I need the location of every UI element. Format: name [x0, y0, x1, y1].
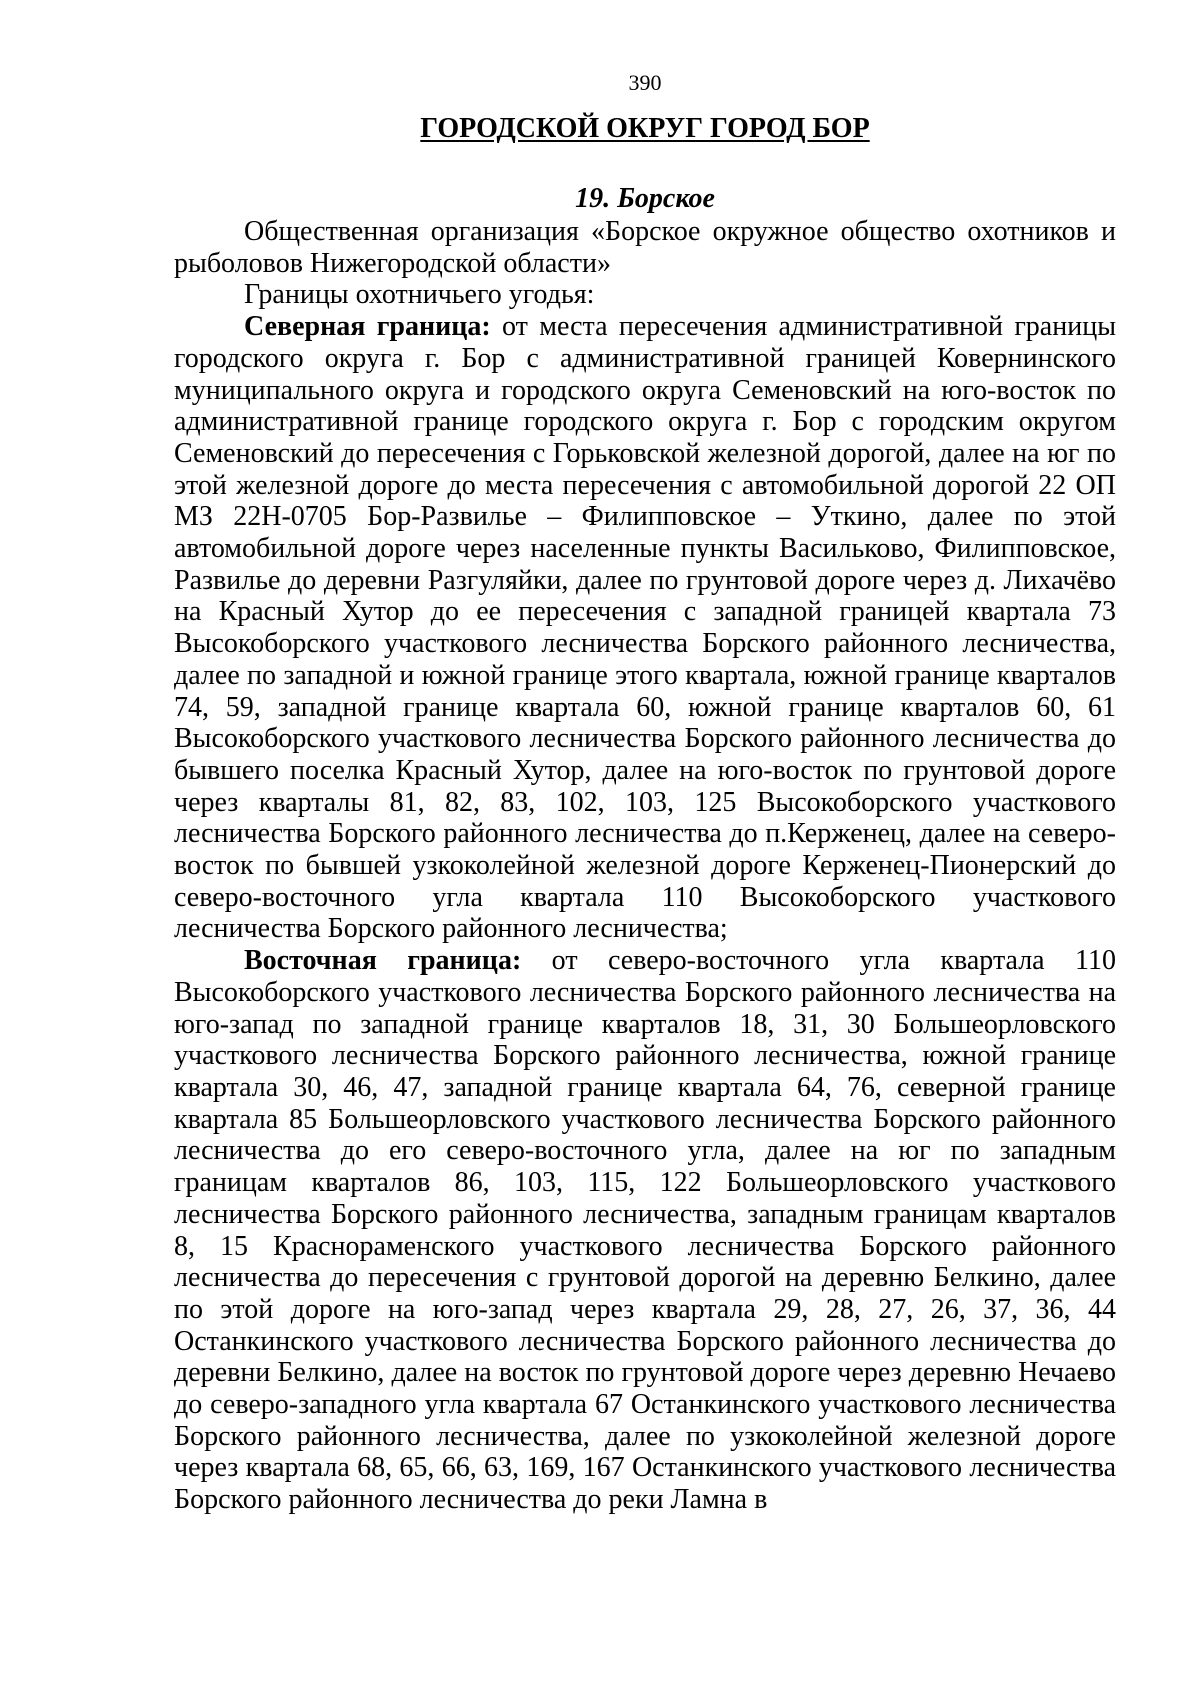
east-boundary-label: Восточная граница: [244, 945, 522, 977]
north-boundary-label: Северная граница: [244, 311, 491, 343]
page-number: 390 [628, 70, 662, 95]
document-page [174, 70, 1116, 1516]
organization-paragraph: Общественная организация «Борское окружное общество охотников и рыболовов Нижегородской области» [174, 216, 1116, 279]
north-boundary-text: от места пересечения административной границы городского округа г. Бор с административной границей Ковернинского муниципального округа и городского округа Семеновский на юго-восток по административной границе городского округа г. Бор с городским округом Семеновский до пересечения с Горьковской железной дорогой, далее на юг по этой железной дороге до места пересечения с автомобильной дорогой 22 ОП МЗ 22Н-0705 Бор-Развилье – Филипповское – Уткино, далее по этой автомобильной дороге через населенные пункты Васильково, Филипповское, Развилье до деревни Разгуляйки, далее по грунтовой дороге через д. Лихачёво на Красный Хутор до ее пересечения с западной границей квартала 73 Высокоборского участкового лесничества Борского районного лесничества, далее по западной и южной границе этого квартала, южной границе кварталов 74, 59, западной границе квартала 60, южной границе кварталов 60, 61 Высокоборского участкового лесничества Борского районного лесничества до бывшего поселка Красный Хутор, далее на юго-восток по грунтовой дороге через кварталы 81, 82, 83, 102, 103, 125 Высокоборского участкового лесничества Борского районного лесничества до п.Керженец, далее на северо-восток по бывшей узкоколейной железной дороге Керженец-Пионерский до северо-восточного угла квартала 110 Высокоборского участкового лесничества Борского районного лесничества; [174, 311, 1117, 945]
boundaries-intro: Границы охотничьего угодья: [244, 279, 595, 311]
east-boundary-paragraph [174, 945, 1116, 1516]
east-boundary-text: от северо-восточного угла квартала 110 Высокоборского участкового лесничества Борского районного лесничества на юго-запад по западной границе кварталов 18, 31, 30 Большеорловского участкового лесничества Борского районного лесничества, южной границе квартала 30, 46, 47, западной границе квартала 64, 76, северной границе квартала 85 Большеорловского участкового лесничества Борского районного лесничества до его северо-восточного угла, далее на юг по западным границам кварталов 86, 103, 115, 122 Большеорловского участкового лесничества Борского районного лесничества, западным границам кварталов 8, 15 Краснораменского участкового лесничества Борского районного лесничества до пересечения с грунтовой дорогой на деревню Белкино, далее по этой дороге на юго-запад через квартала 29, 28, 27, 26, 37, 36, 44 Останкинского участкового лесничества Борского районного лесничества до деревни Белкино, далее на восток по грунтовой дороге через деревню Нечаево до северо-западного угла квартала 67 Останкинского участкового лесничества Борского районного лесничества, далее по узкоколейной железной дороге через квартала 68, 65, 66, 63, 169, 167 Останкинского участкового лесничества Борского районного лесничества до реки Ламна в [174, 945, 1116, 1516]
north-boundary-paragraph [174, 311, 1116, 945]
page-title: ГОРОДСКОЙ ОКРУГ ГОРОД БОР [420, 113, 870, 144]
section-heading: 19. Борское [575, 183, 715, 214]
document-body [174, 216, 1116, 1516]
